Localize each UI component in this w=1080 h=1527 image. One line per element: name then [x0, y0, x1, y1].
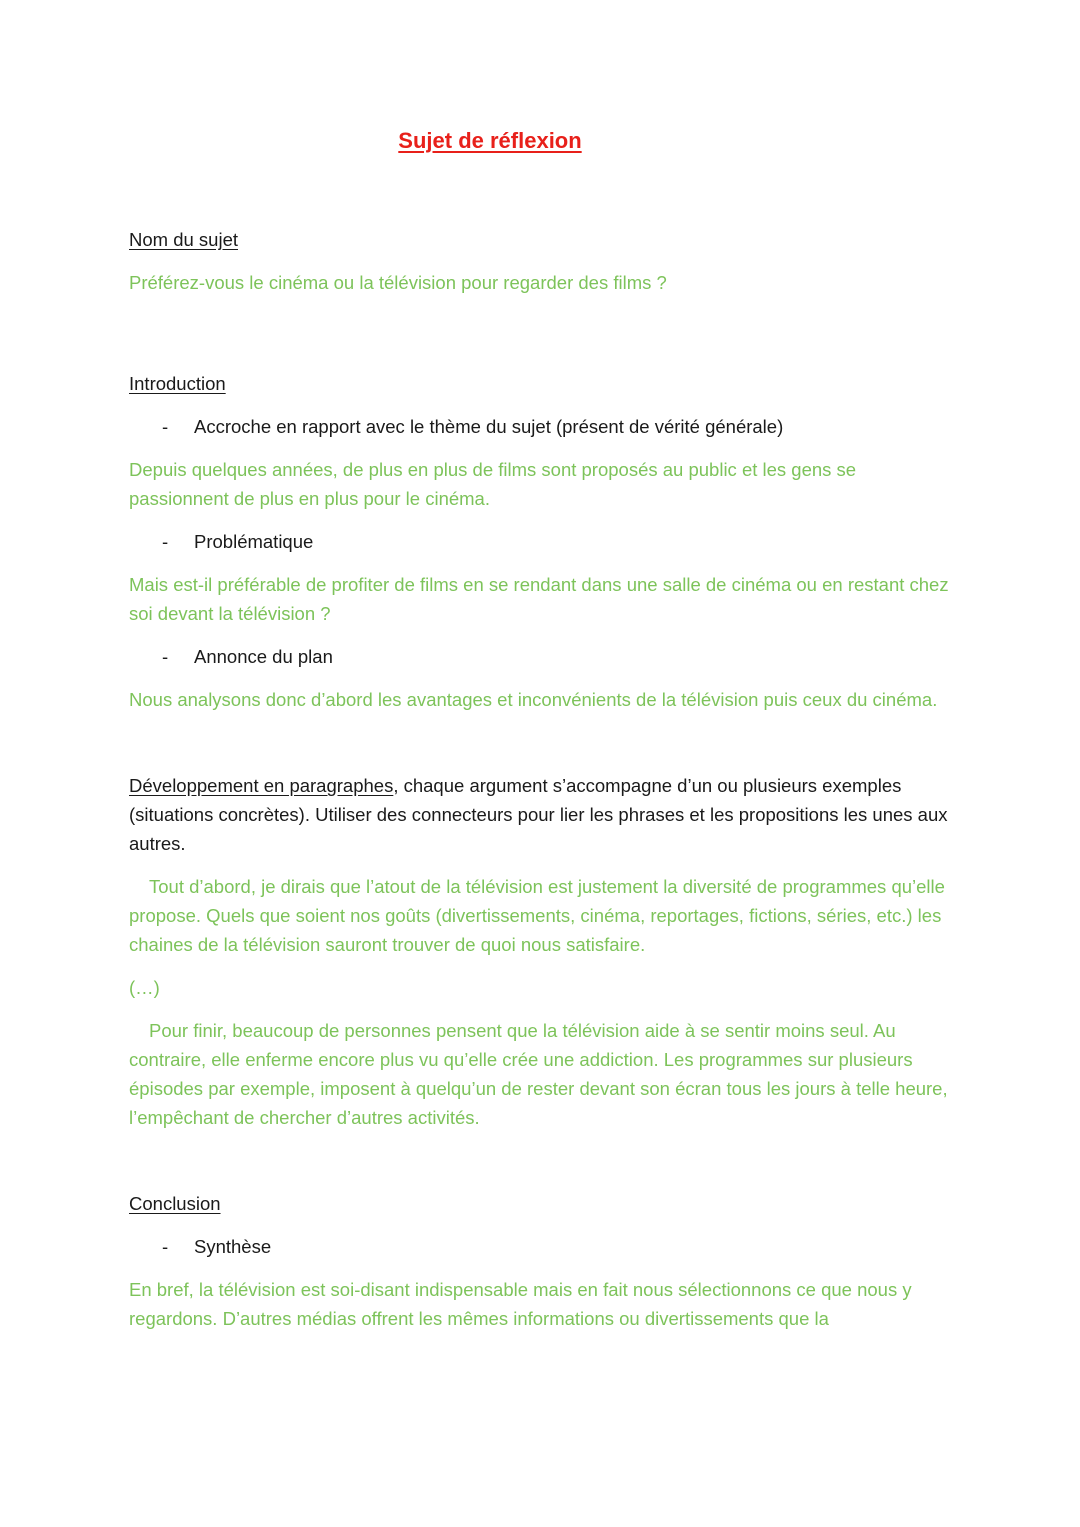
- bullet-dash: -: [162, 1236, 169, 1257]
- developpement-paragraph-2: Pour finir, beaucoup de personnes pensent que la télévision aide à se sentir moins seul. Au contraire, elle enferme encore plus vu qu’elle crée une addiction. Les programmes sur plusieurs épisodes par exemple, imposent à quelqu’un de rester devant son écran tous les jours à telle heure, l’empêchant de chercher d’autres activités.: [129, 1020, 948, 1128]
- annonce-plan-text: Nous analysons donc d’abord les avantages et inconvénients de la télévision puis ceux du cinéma.: [129, 689, 938, 710]
- heading-conclusion: Conclusion: [129, 1193, 221, 1214]
- subject-text: Préférez-vous le cinéma ou la télévision pour regarder des films ?: [129, 272, 667, 293]
- bullet-accroche: [129, 412, 954, 441]
- developpement-instructions: , chaque argument s’accompagne d’un ou plusieurs exemples (situations concrètes). Utiliser des connecteurs pour lier les phrases et les propositions les unes aux autres.: [129, 775, 948, 854]
- heading-introduction: Introduction: [129, 373, 226, 394]
- heading-nom-du-sujet: Nom du sujet: [129, 229, 238, 250]
- bullet-accroche-label: Accroche en rapport avec le thème du sujet (présent de vérité générale): [194, 416, 784, 437]
- bullet-annonce-plan: [129, 642, 954, 671]
- bullet-dash: -: [162, 646, 169, 667]
- developpement-intro: [129, 771, 954, 858]
- document-body: [129, 225, 954, 1333]
- accroche-text: Depuis quelques années, de plus en plus de films sont proposés au public et les gens se passionnent de plus en plus pour le cinéma.: [129, 459, 857, 509]
- synthese-text: En bref, la télévision est soi-disant indispensable mais en fait nous sélectionnons ce que nous y regardons. D’autres médias offrent les mêmes informations ou divertissements que la: [129, 1279, 912, 1329]
- bullet-dash: -: [162, 531, 169, 552]
- developpement-paragraph-1: Tout d’abord, je dirais que l’atout de la télévision est justement la diversité de programmes qu’elle propose. Quels que soient nos goûts (divertissements, cinéma, reportages, fictions, séries, etc.) les chaines de la télévision sauront trouver de quoi nous satisfaire.: [129, 876, 945, 955]
- bullet-problematique-label: Problématique: [194, 531, 314, 552]
- bullet-annonce-plan-label: Annonce du plan: [194, 646, 333, 667]
- document-title: Sujet de réflexion: [398, 128, 582, 153]
- heading-developpement: Développement en paragraphes: [129, 775, 394, 796]
- developpement-ellipsis: (…): [129, 977, 160, 998]
- problematique-text: Mais est-il préférable de profiter de films en se rendant dans une salle de cinéma ou en restant chez soi devant la télévision ?: [129, 574, 949, 624]
- bullet-synthese-label: Synthèse: [194, 1236, 272, 1257]
- bullet-dash: -: [162, 416, 169, 437]
- bullet-problematique: [129, 527, 954, 556]
- bullet-synthese: [129, 1232, 954, 1261]
